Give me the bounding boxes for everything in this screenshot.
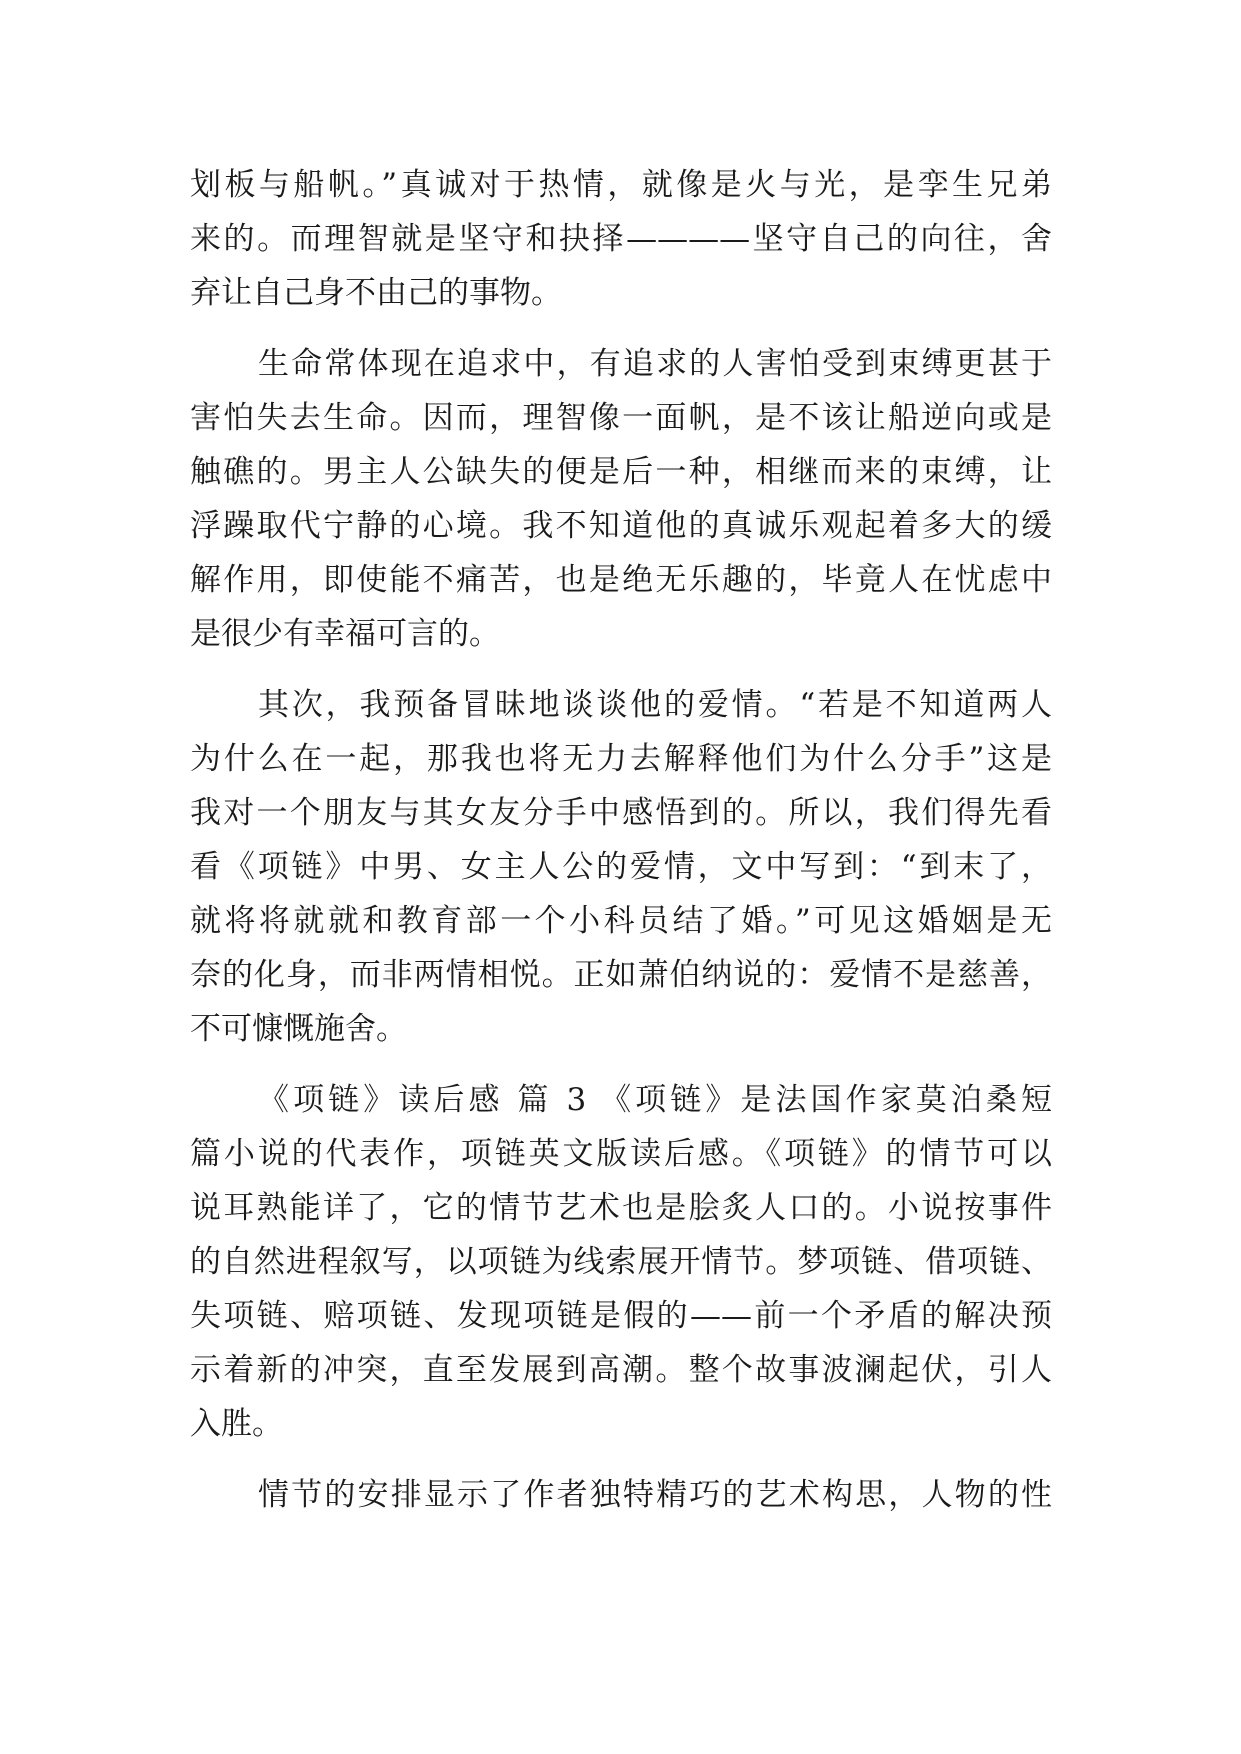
paragraph-gap [190, 320, 1052, 337]
paragraph-gap [190, 1056, 1052, 1073]
paragraph [190, 1073, 1052, 1451]
text-line: 其次，我预备冒昧地谈谈他的爱情。“若是不知道两人 [258, 687, 1052, 723]
paragraph [190, 678, 1052, 1056]
text-line: 失项链、赔项链、发现项链是假的——前一个矛盾的解决预 [190, 1298, 1052, 1334]
text-line: 篇小说的代表作，项链英文版读后感。《项链》的情节可以 [190, 1136, 1052, 1172]
paragraph-gap [190, 1451, 1052, 1468]
text-line: 触礁的。男主人公缺失的便是后一种，相继而来的束缚，让 [190, 454, 1052, 490]
paragraph [190, 1468, 1052, 1522]
text-line: 情节的安排显示了作者独特精巧的艺术构思，人物的性 [258, 1477, 1052, 1513]
text-line: 弃让自己身不由己的事物。 [190, 275, 562, 311]
paragraph [190, 158, 1052, 320]
text-line: 奈的化身，而非两情相悦。正如萧伯纳说的：爱情不是慈善， [190, 957, 1052, 993]
text-line: 就将将就就和教育部一个小科员结了婚。”可见这婚姻是无 [190, 903, 1052, 939]
document-body [190, 158, 1052, 1522]
text-line: 害怕失去生命。因而，理智像一面帆，是不该让船逆向或是 [190, 400, 1052, 436]
text-line: 看《项链》中男、女主人公的爱情，文中写到：“到末了， [190, 849, 1052, 885]
text-line: 来的。而理智就是坚守和抉择————坚守自己的向往，舍 [190, 221, 1052, 257]
text-line: 生命常体现在追求中，有追求的人害怕受到束缚更甚于 [258, 346, 1052, 382]
text-line: 是很少有幸福可言的。 [190, 616, 500, 652]
paragraph-gap [190, 661, 1052, 678]
text-line: 我对一个朋友与其女友分手中感悟到的。所以，我们得先看 [190, 795, 1052, 831]
text-line: 《项链》读后感 篇 3 《项链》是法国作家莫泊桑短 [258, 1082, 1052, 1118]
text-line: 划板与船帆。”真诚对于热情，就像是火与光，是孪生兄弟 [190, 167, 1052, 203]
text-line: 说耳熟能详了，它的情节艺术也是脍炙人口的。小说按事件 [190, 1190, 1052, 1226]
text-line: 的自然进程叙写，以项链为线索展开情节。梦项链、借项链、 [190, 1244, 1052, 1280]
text-line: 不可慷慨施舍。 [190, 1011, 407, 1047]
text-line: 浮躁取代宁静的心境。我不知道他的真诚乐观起着多大的缓 [190, 508, 1052, 544]
paragraph [190, 337, 1052, 661]
text-line: 示着新的冲突，直至发展到高潮。整个故事波澜起伏，引人 [190, 1352, 1052, 1388]
text-line: 为什么在一起，那我也将无力去解释他们为什么分手”这是 [190, 741, 1052, 777]
text-line: 解作用，即使能不痛苦，也是绝无乐趣的，毕竟人在忧虑中 [190, 562, 1052, 598]
text-line: 入胜。 [190, 1406, 283, 1442]
